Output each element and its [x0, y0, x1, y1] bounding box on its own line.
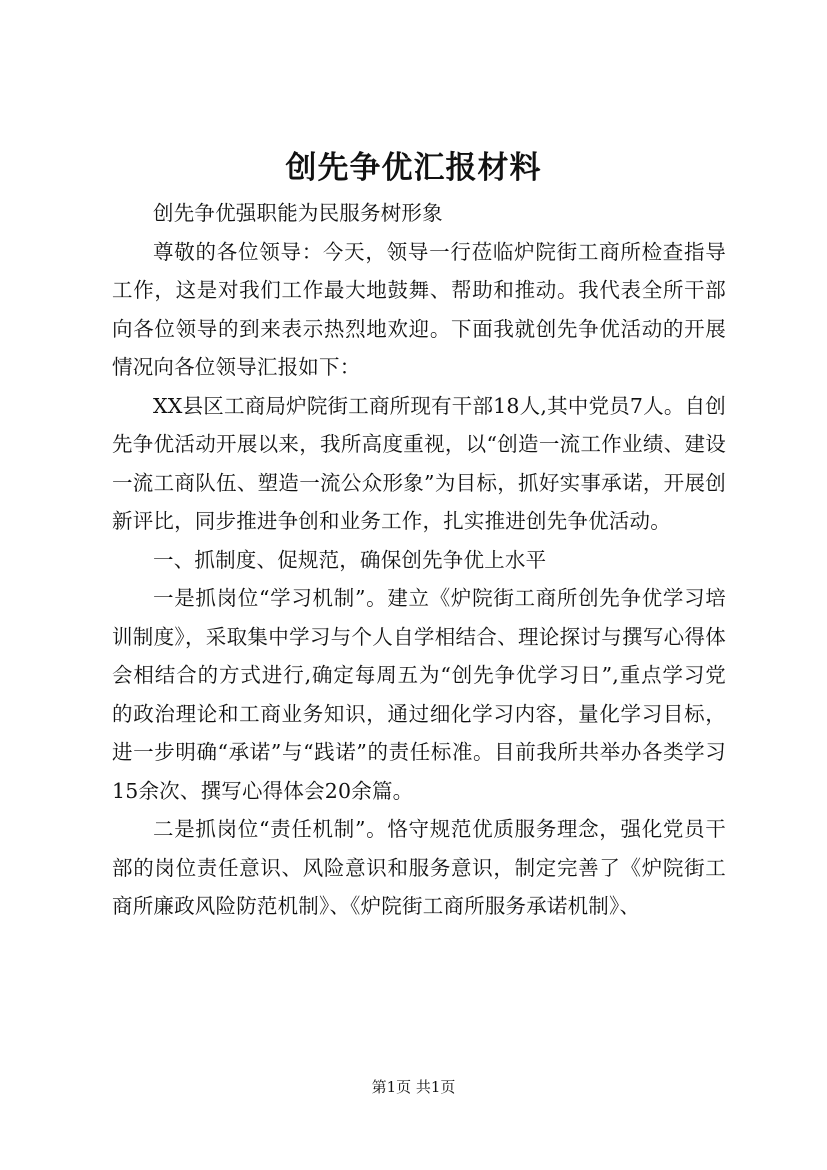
intro-paragraph: XX县区工商局炉院街工商所现有干部18人,其中党员7人。自创先争优活动开展以来，我所高度重视，以“创造一流工作业绩、建设一流工商队伍、塑造一流公众形象”为目标，抓好实事承诺，开展创新评比，同步推进争创和业务工作，扎实推进创先争优活动。 [112, 393, 726, 533]
page-footer: 第1页 共1页 [371, 1078, 456, 1096]
subtitle-paragraph: 创先争优强职能为民服务树形象 [153, 201, 443, 225]
greeting-paragraph: 尊敬的各位领导：今天，领导一行莅临炉院街工商所检查指导工作，这是对我们工作最大地鼓舞、帮助和推动。我代表全所干部向各位领导的到来表示热烈地欢迎。下面我就创先争优活动的开展情况向各位领导汇报如下： [112, 239, 726, 379]
document-body [112, 194, 726, 926]
responsibility-mechanism-paragraph: 二是抓岗位“责任机制”。恪守规范优质服务理念，强化党员干部的岗位责任意识、风险意识和服务意识，制定完善了《炉院街工商所廉政风险防范机制》、《炉院街工商所服务承诺机制》、 [112, 817, 726, 918]
section-heading-1: 一、抓制度、促规范，确保创先争优上水平 [153, 547, 547, 572]
document-title: 创先争优汇报材料 [285, 150, 542, 186]
learning-mechanism-paragraph: 一是抓岗位“学习机制”。建立《炉院街工商所创先争优学习培训制度》，采取集中学习与个人自学相结合、理论探讨与撰写心得体会相结合的方式进行,确定每周五为“创先争优学习日”,重点学习党的政治理论和工商业务知识，通过细化学习内容，量化学习目标，进一步明确“承诺”与“践诺”的责任标准。目前我所共举办各类学习15余次、撰写心得体会20余篇。 [112, 586, 726, 803]
